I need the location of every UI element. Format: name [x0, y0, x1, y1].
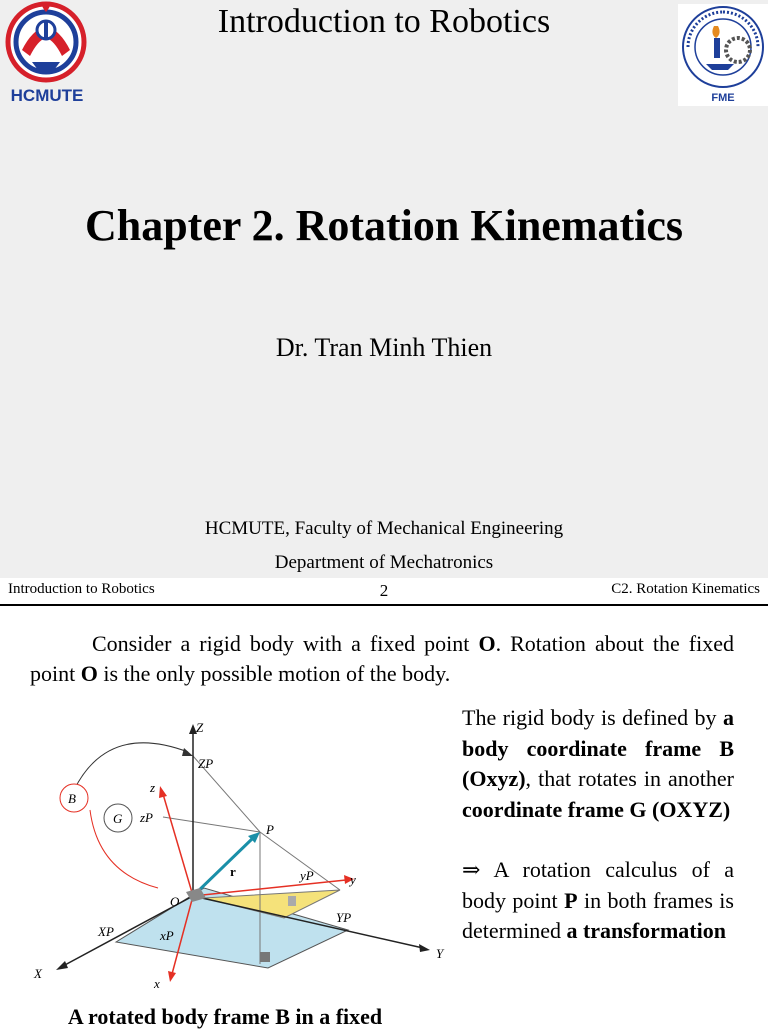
label-z: z — [150, 780, 156, 795]
label-G: G — [113, 811, 123, 826]
frame-definition — [462, 703, 734, 825]
footer-course-title: Introduction to Robotics — [8, 581, 155, 597]
transformation-term: a transformation — [566, 918, 726, 943]
intro-point-o-2: O — [80, 661, 98, 686]
point-p-term: P — [564, 887, 578, 913]
label-YP: YP — [336, 910, 352, 925]
label-XP: XP — [98, 924, 114, 939]
global-frame-term: coordinate frame G (OXYZ) — [462, 796, 731, 822]
frame-description — [462, 703, 734, 947]
rotated-frame-figure — [28, 712, 454, 1002]
label-zP: zP — [140, 810, 153, 825]
label-O: O — [170, 894, 180, 909]
intro-text-3: is the only possible motion of the body. — [97, 661, 451, 686]
label-xP: xP — [160, 928, 174, 943]
body-frame-term: a body coordinate frame B (Oxyz) — [462, 705, 734, 791]
label-B: B — [68, 791, 76, 806]
def-text-2: , that rotates in another — [525, 766, 734, 791]
chapter-title: Chapter 2. Rotation Kinematics — [84, 201, 684, 250]
label-P: P — [266, 822, 274, 837]
affiliation-department: Department of Mechatronics — [274, 552, 494, 573]
intro-paragraph — [30, 629, 734, 689]
figure-caption: A rotated body frame B in a fixed — [67, 1004, 383, 1029]
label-X: X — [34, 966, 42, 981]
label-y: y — [350, 872, 356, 887]
intro-text-2: . Rotation about the fixed point — [30, 631, 735, 686]
fme-logo — [678, 4, 768, 106]
def-text-1: The rigid body is defined by — [462, 705, 723, 730]
footer-chapter-title: C2. Rotation Kinematics — [611, 581, 760, 597]
label-yP: yP — [300, 868, 314, 883]
intro-text-1: Consider a rigid body with a fixed point — [92, 631, 479, 656]
slide-footer — [0, 578, 768, 606]
label-r: r — [230, 864, 236, 879]
calc-text-2: in both frames is determined — [462, 887, 734, 943]
footer-page-number: 2 — [379, 581, 389, 600]
rotation-calculus — [462, 855, 734, 947]
label-Z: Z — [196, 720, 204, 735]
header-title: Introduction to Robotics — [217, 3, 551, 40]
calc-text-1: A rotation calculus of a body point — [462, 857, 734, 913]
label-ZP: ZP — [198, 756, 214, 771]
author-name: Dr. Tran Minh Thien — [275, 333, 493, 362]
hcmute-logo-text: HCMUTE — [10, 86, 84, 105]
intro-point-o: O — [478, 631, 496, 656]
implies-icon: ⇒ — [462, 857, 481, 882]
fme-logo-text: FME — [711, 92, 735, 104]
label-Y: Y — [436, 946, 444, 961]
affiliation-faculty: HCMUTE, Faculty of Mechanical Engineering — [204, 518, 564, 539]
label-x: x — [154, 976, 160, 991]
